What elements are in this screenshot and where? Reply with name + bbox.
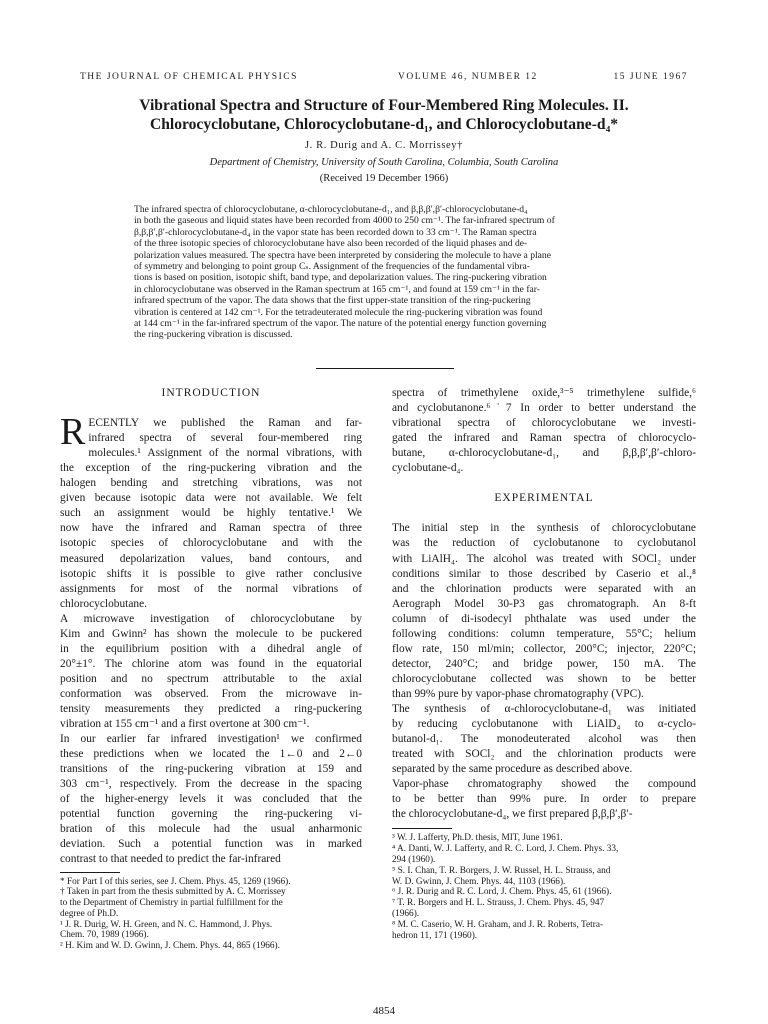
text-line: Aerograph Model 30-P3 gas chromatograph. An 8-ft <box>392 597 696 610</box>
footnote-line: ² H. Kim and W. D. Gwinn, J. Chem. Phys. 44, 865 (1966). <box>60 941 280 952</box>
text-line: was the reduction of cyclobutanone to cyclobutanol <box>392 537 696 550</box>
footnote-line: W. D. Gwinn, J. Chem. Phys. 44, 1103 (1966). <box>392 876 566 887</box>
text-line: 20°±1°. The chlorine atom was found in the equatorial <box>60 657 362 670</box>
text-line: Kim and Gwinn² has shown the molecule to be puckered <box>60 627 362 640</box>
text-line: the exception of the ring-puckering vibration and the <box>60 462 362 475</box>
abstract <box>134 204 644 341</box>
text-line: vibration at 155 cm⁻¹ and a first overtone at 300 cm⁻¹. <box>60 718 310 731</box>
footnote-line: 294 (1960). <box>392 854 436 865</box>
text-line: to be better than 99% pure. In order to prepare <box>392 793 696 806</box>
text-line: following conditions: column temperature, 55°C; helium <box>392 627 696 640</box>
footnote-line: * For Part I of this series, see J. Chem. Phys. 45, 1269 (1966). <box>60 876 291 887</box>
abstract-line: polarization values measured. The spectra have been interpreted by considering the molecule to have a plane <box>134 249 551 261</box>
text-line: conformation was observed. From the microwave in- <box>60 687 362 700</box>
text-line: flow rate, 150 ml/min; collector, 200°C; injector, 220°C; <box>392 642 696 655</box>
footnote-line: ⁷ T. R. Borgers and H. L. Strauss, J. Chem. Phys. 45, 947 <box>392 898 605 909</box>
text-line: 303 cm⁻¹, respectively. From the decrease in the spacing <box>60 778 362 791</box>
text-line: treated with SOCl₂ and the chlorination products were <box>392 748 696 761</box>
footnote-line: ¹ J. R. Durig, W. H. Green, and N. C. Hammond, J. Phys. <box>60 919 273 930</box>
text-line: bration of this molecule had the usual anharmonic <box>60 823 362 836</box>
footnote-line: ⁵ S. I. Chan, T. R. Borgers, J. W. Russel, H. L. Strauss, and <box>392 865 611 876</box>
text-line: and the chlorination products were separated with an <box>392 582 696 595</box>
text-line: molecules.¹ Assignment of the normal vibrations, with <box>88 447 362 460</box>
text-line: than 99% pure by vapor-phase chromatography (VPC). <box>392 687 644 700</box>
introduction-heading: INTRODUCTION <box>161 387 261 399</box>
text-line: chlorocyclobutane collected was shown to be better <box>392 672 696 685</box>
left-column <box>60 386 362 952</box>
text-line: detector, 240°C; and bridge power, 150 mA. The <box>392 657 696 670</box>
abstract-line: in both the gaseous and liquid states have been recorded from 4000 to 250 cm⁻¹. The far-infrared spectrum of <box>134 215 555 227</box>
text-line: gated the infrared and Raman spectra of chlorocyclo- <box>392 432 696 445</box>
title-line: Vibrational Spectra and Structure of Four-Membered Ring Molecules. II. <box>139 97 629 114</box>
issue-date: 15 JUNE 1967 <box>613 72 688 82</box>
drop-cap: R <box>60 411 86 454</box>
footnotes-left <box>60 877 362 953</box>
abstract-line: The infrared spectra of chlorocyclobutane, α-chlorocyclobutane-d₁, and β,β,β′,β′-chlorocyclobutane-d₄ <box>134 204 528 215</box>
footnote-rule <box>60 872 120 873</box>
text-line: these predictions when we located the 1←0 and 2←0 <box>60 748 362 761</box>
paper-title <box>60 96 708 134</box>
text-line: given because isotopic data were not available. We felt <box>60 492 362 505</box>
footnote-line: degree of Ph.D. <box>60 908 119 919</box>
text-line: ECENTLY we published the Raman and far- <box>88 417 362 430</box>
abstract-line: vibration is centered at 142 cm⁻¹. For the tetradeuterated molecule the ring-puckering vibration was found <box>134 306 543 318</box>
text-line: conditions similar to those described by Caserio et al.,⁸ <box>392 567 696 580</box>
abstract-line: of the three isotopic species of chlorocyclobutane have also been recorded of the liquid phases and de- <box>134 238 528 250</box>
footnote-line: (1966). <box>392 908 420 919</box>
abstract-line: the ring-puckering vibration is discussed. <box>134 329 293 341</box>
text-line: spectra of trimethylene oxide,³⁻⁵ trimethylene sulfide,⁶ <box>392 387 696 399</box>
introduction-body <box>60 446 362 867</box>
text-line: Vapor-phase chromatography showed the compound <box>392 778 696 791</box>
text-line: now have the infrared and Raman spectra of three <box>60 522 362 535</box>
footnote-line: ⁶ J. R. Durig and R. C. Lord, J. Chem. Phys. 45, 61 (1966). <box>392 887 612 898</box>
text-line: transitions of the ring-puckering vibration at 159 and <box>60 763 362 776</box>
text-line: A microwave investigation of chlorocyclobutane by <box>60 612 362 625</box>
abstract-line: at 144 cm⁻¹ in the far-infrared spectrum of the vapor. The nature of the potential energy function governing <box>134 318 547 330</box>
volume-number: VOLUME 46, NUMBER 12 <box>398 72 538 82</box>
footnote-line: Chem. 70, 1989 (1966). <box>60 930 149 941</box>
abstract-line: of symmetry and belonging to point group Cₛ. Assignment of the frequencies of the fundamental vibra- <box>134 261 530 273</box>
text-line: potential function governing the ring-puckering vi- <box>60 808 362 821</box>
text-line: halogen bending and stretching vibrations, was not <box>60 477 362 490</box>
introduction-continued <box>392 386 696 476</box>
text-line: separated by the same procedure as described above. <box>392 763 633 776</box>
abstract-line: in chlorocyclobutane was observed in the Raman spectrum at 165 cm⁻¹, and found at 159 cm⁻¹ in the far- <box>134 283 540 295</box>
abstract-line: β,β,β′,β′-chlorocyclobutane-d₄ in the vapor state has been recorded down to 33 cm⁻¹. The Raman spectra <box>134 226 537 238</box>
text-line: deviation. Such a potential function was in marked <box>60 838 362 851</box>
footnote-line: hedron 11, 171 (1960). <box>392 930 478 941</box>
text-line: and cyclobutanone.⁶˙7 In order to better understand the <box>392 402 696 415</box>
text-line: butane, α-chlorocyclobutane-d₁, and β,β,β′,β′-chloro- <box>392 447 696 460</box>
text-line: chlorocyclobutane. <box>60 597 147 610</box>
text-line: In our earlier far infrared investigation¹ we confirmed <box>60 733 362 746</box>
text-line: the chlorocyclobutane-d₄, we first prepared β,β,β′,β′- <box>392 808 633 821</box>
footnote-line: † Taken in part from the thesis submitted by A. C. Morrissey <box>60 887 286 898</box>
text-line: isotopic species of chlorocyclobutane and with the <box>60 537 362 550</box>
text-line: position and no spectrum attributable to the axial <box>60 672 362 685</box>
abstract-line: infrared spectrum of the vapor. The data shows that the first upper-state transition of the ring-puckering <box>134 295 531 307</box>
journal-name: THE JOURNAL OF CHEMICAL PHYSICS <box>80 72 298 82</box>
text-line: isotopic shifts it is possible to give rather conclusive <box>60 567 362 580</box>
text-line: cyclobutane-d₄. <box>392 462 464 475</box>
abstract-rule <box>316 368 454 369</box>
text-line: contrast to that needed to predict the far-infrared <box>60 853 281 866</box>
footnote-rule <box>392 828 452 829</box>
page-number: 4854 <box>373 1005 395 1017</box>
text-line: with LiAlH₄. The alcohol was treated with SOCl₂ under <box>392 552 696 565</box>
footnotes-right <box>392 833 696 941</box>
authors: J. R. Durig and A. C. Morrissey† <box>304 140 464 151</box>
text-line: column of di-isodecyl phthalate was used under the <box>392 612 696 625</box>
text-line: measured depolarization values, band contours, and <box>60 552 362 565</box>
received-date: (Received 19 December 1966) <box>319 173 449 184</box>
text-line: infrared spectra of several four-membered ring <box>88 432 362 445</box>
footnote-line: ⁸ M. C. Caserio, W. H. Graham, and J. R. Roberts, Tetra- <box>392 919 604 930</box>
experimental-heading: EXPERIMENTAL <box>494 492 594 505</box>
affiliation: Department of Chemistry, University of South Carolina, Columbia, South Carolina <box>209 157 559 168</box>
text-line: of the higher-energy levels it was concluded that the <box>60 793 362 806</box>
text-line: such an assignment would be highly tentative.¹ We <box>60 507 362 520</box>
experimental-body <box>392 521 696 822</box>
text-line: tensity measurements they predicted a ring-puckering <box>60 702 362 715</box>
footnote-line: ³ W. J. Lafferty, Ph.D. thesis, MIT, June 1961. <box>392 833 563 844</box>
text-line: butanol-d₁. The monodeuterated alcohol was then <box>392 733 696 746</box>
right-column <box>392 386 696 941</box>
text-line: by reducing cyclobutanone with LiAlD₄ to α-cyclo- <box>392 718 696 731</box>
text-line: in the equilibrium position with a dihedral angle of <box>60 642 362 655</box>
text-line: vibrational spectra of chlorocyclobutane we investi- <box>392 417 696 430</box>
abstract-line: tions is based on position, isotopic shift, band type, and depolarization values. The ring-puckering vibration <box>134 272 547 284</box>
text-line: The initial step in the synthesis of chlorocyclobutane <box>392 522 696 535</box>
title-line: Chlorocyclobutane, Chlorocyclobutane-d₁, and Chlorocyclobutane-d₄* <box>149 116 619 133</box>
text-line: The synthesis of α-chlorocyclobutane-d₁ was initiated <box>392 702 696 715</box>
footnote-line: to the Department of Chemistry in partial fulfillment for the <box>60 898 283 909</box>
footnote-line: ⁴ A. Danti, W. J. Lafferty, and R. C. Lord, J. Chem. Phys. 33, <box>392 844 619 855</box>
text-line: assignments for most of the normal vibrations of <box>60 582 362 595</box>
